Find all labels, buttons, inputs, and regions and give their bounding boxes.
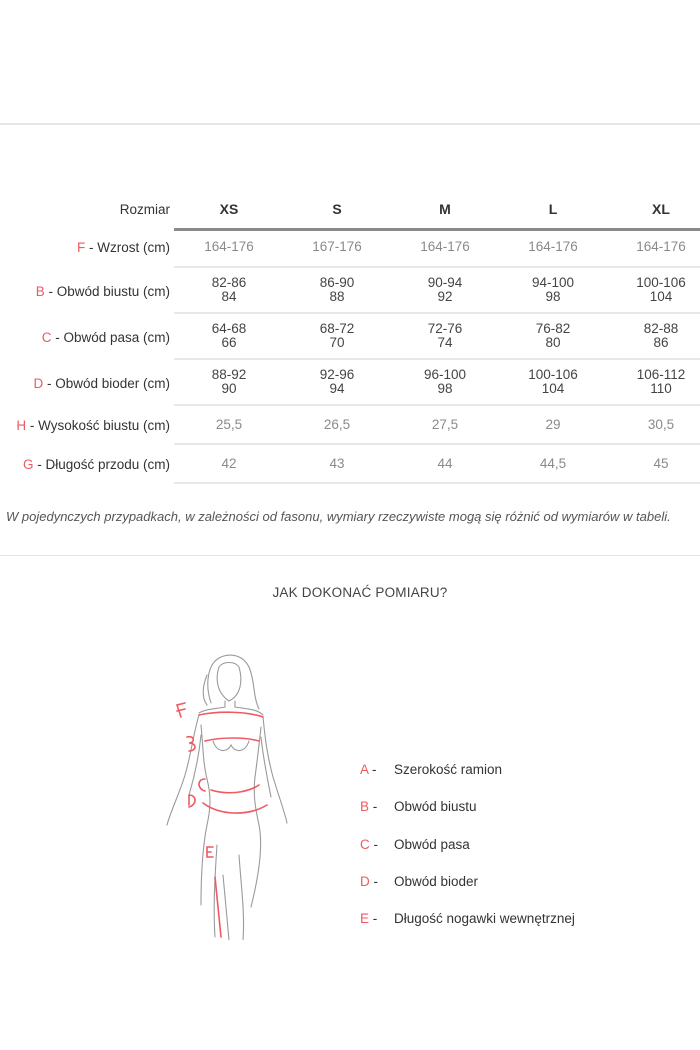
row-divider	[174, 312, 700, 314]
table-cell: 100-106 104	[528, 367, 578, 396]
legend-item-bust: B - Obwód biustu	[360, 799, 477, 814]
table-cell: 27,5	[431, 417, 459, 432]
row-divider	[174, 482, 700, 484]
row-divider	[174, 266, 700, 268]
table-cell: 100-106 104	[636, 275, 686, 304]
row-label-text: - Obwód bioder (cm)	[43, 376, 170, 391]
how-to-measure-title: JAK DOKONAĆ POMIARU?	[272, 585, 448, 600]
table-cell: 30,5	[647, 417, 675, 432]
table-cell: 94-100 98	[531, 275, 575, 304]
legend-letter: C	[360, 837, 370, 852]
legend-item-hips: D - Obwód bioder	[360, 874, 479, 889]
table-cell: 72-76 74	[427, 321, 463, 350]
table-cell: 76-82 80	[535, 321, 571, 350]
table-cell: 164-176	[420, 239, 470, 254]
table-cell: 96-100 98	[423, 367, 467, 396]
row-letter: H	[16, 418, 27, 433]
row-letter: F	[77, 240, 86, 255]
legend-item-inseam: E - Długość nogawki wewnętrznej	[360, 911, 575, 926]
table-cell: 92-96 94	[319, 367, 355, 396]
table-cell: 82-86 84	[211, 275, 247, 304]
legend-item-shoulder-width: A - Szerokość ramion	[360, 762, 503, 777]
header-size-l: L	[548, 201, 558, 217]
table-cell: 44,5	[539, 456, 567, 471]
legend-label: Obwód biustu	[394, 799, 477, 814]
table-cell: 43	[329, 456, 345, 471]
row-label-front-length	[23, 457, 170, 472]
legend-item-waist: C - Obwód pasa	[360, 837, 470, 852]
row-label-height	[77, 240, 170, 255]
body-measurement-figure	[155, 645, 305, 940]
table-cell: 164-176	[204, 239, 254, 254]
header-label: Rozmiar	[119, 202, 170, 217]
row-label-bust-height	[16, 418, 170, 433]
legend-letter: B	[360, 799, 370, 814]
legend-letter: D	[360, 874, 370, 889]
row-label-hips	[33, 376, 170, 391]
woman-silhouette-icon	[155, 645, 305, 940]
header-size-xs: XS	[219, 201, 239, 217]
row-letter: C	[41, 330, 52, 345]
row-letter: B	[35, 284, 45, 299]
table-cell: 26,5	[323, 417, 351, 432]
table-cell: 164-176	[636, 239, 686, 254]
header-size-s: S	[332, 201, 342, 217]
section-divider	[0, 555, 700, 556]
table-cell: 29	[545, 417, 561, 432]
row-label-text: - Obwód pasa (cm)	[51, 330, 170, 345]
legend-letter: E	[360, 911, 370, 926]
legend-label: Obwód bioder	[394, 874, 479, 889]
row-label-bust	[36, 284, 170, 299]
row-divider	[174, 358, 700, 360]
header-size-xl: XL	[652, 201, 670, 217]
table-cell: 64-68 66	[211, 321, 247, 350]
row-label-text: - Wysokość biustu (cm)	[26, 418, 170, 433]
row-divider	[174, 443, 700, 445]
legend-label: Szerokość ramion	[394, 762, 503, 777]
row-label-text: - Obwód biustu (cm)	[44, 284, 170, 299]
table-cell: 42	[221, 456, 237, 471]
row-label-text: - Długość przodu (cm)	[33, 457, 170, 472]
table-cell: 68-72 70	[319, 321, 355, 350]
header-divider	[174, 228, 700, 231]
row-divider	[174, 404, 700, 406]
table-cell: 45	[653, 456, 669, 471]
table-cell: 82-88 86	[643, 321, 679, 350]
table-cell: 164-176	[528, 239, 578, 254]
table-cell: 44	[437, 456, 453, 471]
row-label-waist	[42, 330, 170, 345]
legend-label: Długość nogawki wewnętrznej	[394, 911, 575, 926]
header-size-m: M	[439, 201, 451, 217]
row-label-text: - Wzrost (cm)	[85, 240, 170, 255]
row-letter: D	[33, 376, 44, 391]
legend-label: Obwód pasa	[394, 837, 470, 852]
table-cell: 90-94 92	[427, 275, 463, 304]
table-cell: 106-112 110	[636, 367, 686, 396]
disclaimer-note: W pojedynczych przypadkach, w zależności od fasonu, wymiary rzeczywiste mogą się różnić od wymiarów w tabeli.	[6, 509, 671, 524]
table-cell: 86-90 88	[319, 275, 355, 304]
table-cell: 167-176	[312, 239, 362, 254]
top-divider	[0, 123, 700, 125]
legend-letter: A	[360, 762, 369, 777]
table-cell: 25,5	[215, 417, 243, 432]
row-letter: G	[22, 457, 34, 472]
table-cell: 88-92 90	[211, 367, 247, 396]
